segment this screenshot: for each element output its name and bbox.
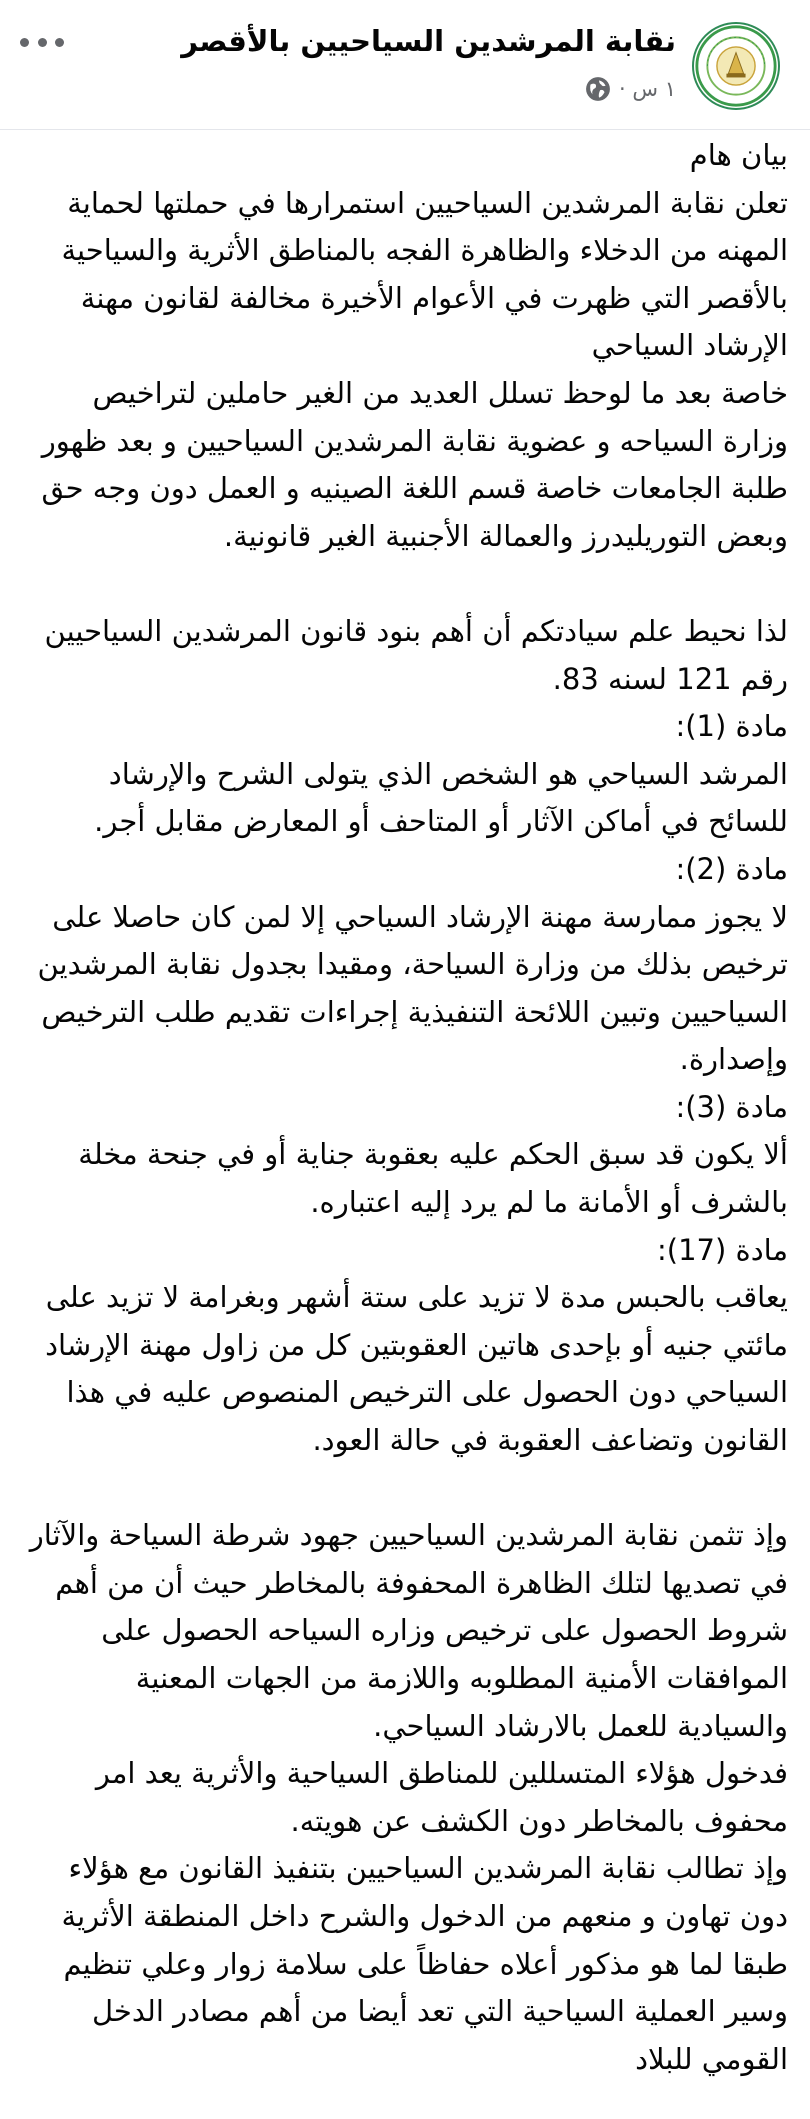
page-name-link[interactable]: نقابة المرشدين السياحيين بالأقصر xyxy=(181,24,676,58)
more-dot-icon xyxy=(20,38,29,47)
article-2-title: مادة (2): xyxy=(675,851,788,886)
article-1-title: مادة (1): xyxy=(675,709,788,744)
more-dot-icon xyxy=(38,38,47,47)
paragraph-spacer xyxy=(22,560,788,608)
syndicate-logo-icon xyxy=(694,24,778,108)
post-paragraph-law-intro: لذا نحيط علم سيادتكم أن أهم بنود قانون المرشدين السياحيين رقم 121 لسنه 83. xyxy=(44,613,788,696)
globe-icon xyxy=(585,76,611,102)
more-dot-icon xyxy=(55,38,64,47)
article-17-title: مادة (17): xyxy=(656,1232,788,1267)
post-paragraph-intro: تعلن نقابة المرشدين السياحيين استمرارها في حملتها لحماية المهنه من الدخلاء والظاهرة الفجه بالمناطق الأثرية والسياحية بالأقصر التي ظهرت في الأعوام الأخيرة مخالفة لقانون مهنة الإرشاد السياحي xyxy=(61,185,788,363)
article-3-title: مادة (3): xyxy=(675,1089,788,1124)
post-timestamp[interactable]: ١ س · xyxy=(619,77,676,101)
post-paragraph-danger: فدخول هؤلاء المتسللين للمناطق السياحية والأثرية يعد امر محفوف بالمخاطر دون الكشف عن هويته. xyxy=(95,1756,788,1838)
article-1-text: المرشد السياحي هو الشخص الذي يتولى الشرح والإرشاد للسائح في أماكن الآثار أو المتاحف أو المعارض مقابل أجر. xyxy=(94,756,788,839)
post-paragraph-demand: وإذ تطالب نقابة المرشدين السياحيين بتنفيذ القانون مع هؤلاء دون تهاون و منعهم من الدخول والشرح داخل المنطقة الأثرية طبقا لما هو مذكور أعلاه حفاظاً على سلامة زوار وعلي تنظيم وسير العملية السياحية التي تعد أيضا من أهم مصادر الدخل القومي للبلاد xyxy=(61,1851,788,2076)
post-paragraph-intro-2: خاصة بعد ما لوحظ تسلل العديد من الغير حاملين لتراخيص وزارة السياحه و عضوية نقابة المرشدين السياحيين و بعد ظهور طلبة الجامعات خاصة قسم اللغة الصينيه و العمل دون وجه حق وبعض التوريليدرز والعمالة الأجنبية الغير قانونية. xyxy=(41,375,788,553)
post-heading: بيان هام xyxy=(689,138,788,172)
post-meta xyxy=(585,76,676,102)
more-options-button[interactable] xyxy=(20,30,64,54)
article-17-text: يعاقب بالحبس مدة لا تزيد على ستة أشهر وبغرامة لا تزيد على مائتي جنيه أو بإحدى هاتين العقوبتين كل من زاول مهنة الإرشاد السياحي دون الحصول على الترخيص المنصوص عليه في هذا القانون وتضاعف العقوبة في حالة العود. xyxy=(45,1280,788,1458)
article-2-text: لا يجوز ممارسة مهنة الإرشاد السياحي إلا لمن كان حاصلا على ترخيص بذلك من وزارة السياحة، ومقيدا بجدول نقابة المرشدين السياحيين وتبين اللائحة التنفيذية إجراءات تقديم طلب الترخيص وإصدارة. xyxy=(37,899,788,1077)
page-avatar[interactable] xyxy=(692,22,780,110)
paragraph-spacer xyxy=(22,1465,788,1513)
post-paragraph-police-praise: وإذ تثمن نقابة المرشدين السياحيين جهود شرطة السياحة والآثار في تصديها لتلك الظاهرة المحفوفة بالمخاطر حيث أن من أهم شروط الحصول على ترخيص وزاره السياحه الحصول على الموافقات الأمنية المطلوبه واللازمة من الجهات المعنية والسيادية للعمل بالارشاد السياحي. xyxy=(29,1518,788,1743)
post-body xyxy=(22,132,788,2083)
article-3-text: ألا يكون قد سبق الحكم عليه بعقوبة جناية أو في جنحة مخلة بالشرف أو الأمانة ما لم يرد إليه اعتباره. xyxy=(78,1137,788,1220)
post-header xyxy=(0,0,810,130)
